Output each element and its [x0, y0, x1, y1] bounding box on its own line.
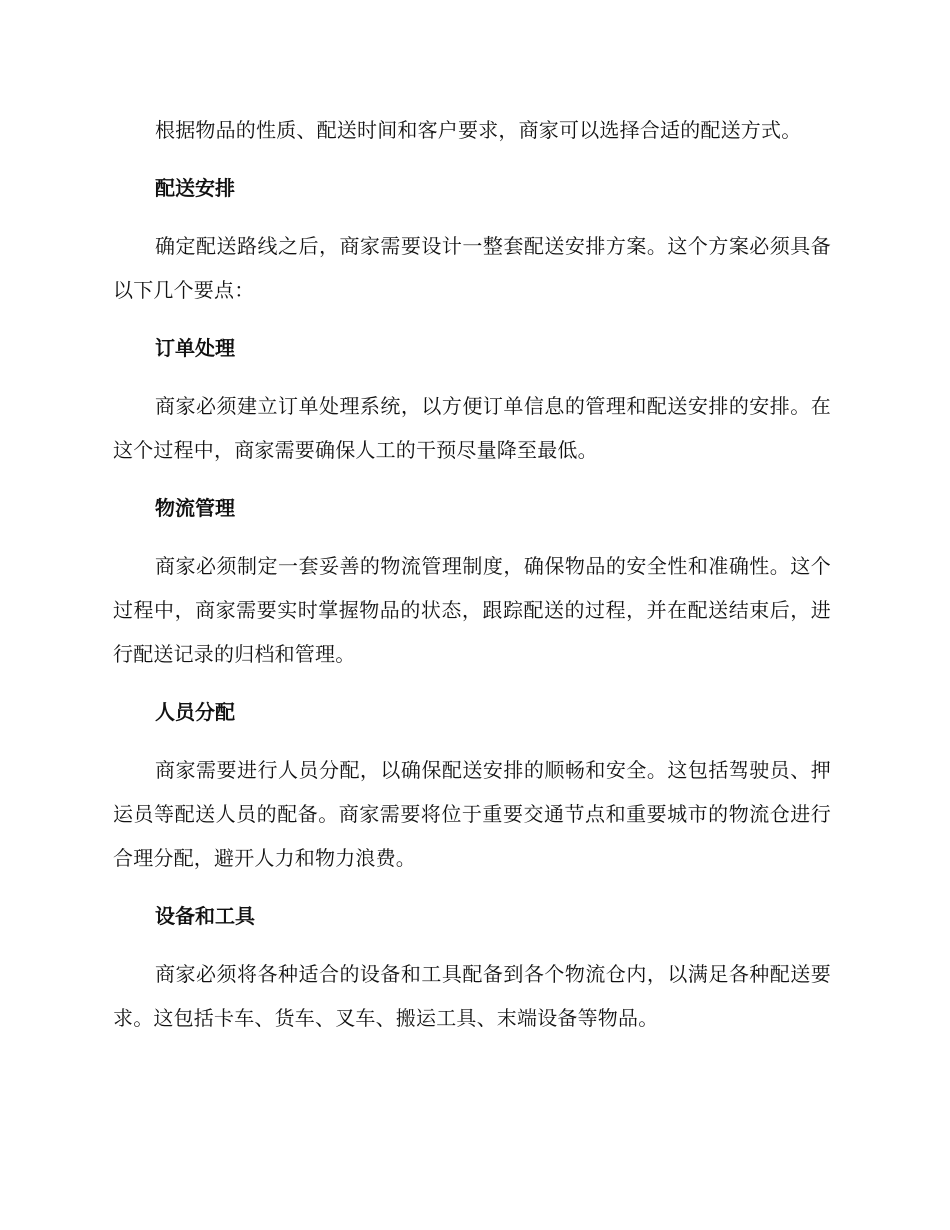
heading-staff-allocation: 人员分配 [155, 700, 235, 724]
heading-logistics-management: 物流管理 [155, 496, 235, 520]
document-body [113, 108, 831, 1040]
heading-order-processing: 订单处理 [155, 336, 235, 360]
intro-paragraph: 根据物品的性质、配送时间和客户要求，商家可以选择合适的配送方式。 [155, 118, 802, 142]
heading-delivery-arrangement: 配送安排 [155, 176, 235, 200]
paragraph-order-processing: 商家必须建立订单处理系统，以方便订单信息的管理和配送安排的安排。在这个过程中，商家需要确保人工的干预尽量降至最低。 [113, 394, 831, 462]
paragraph-staff-allocation: 商家需要进行人员分配，以确保配送安排的顺畅和安全。这包括驾驶员、押运员等配送人员的配备。商家需要将位于重要交通节点和重要城市的物流仓进行合理分配，避开人力和物力浪费。 [113, 758, 831, 870]
paragraph-equipment-tools: 商家必须将各种适合的设备和工具配备到各个物流仓内，以满足各种配送要求。这包括卡车、货车、叉车、搬运工具、末端设备等物品。 [113, 962, 831, 1030]
paragraph-delivery-arrangement: 确定配送路线之后，商家需要设计一整套配送安排方案。这个方案必须具备以下几个要点： [113, 234, 831, 302]
heading-equipment-tools: 设备和工具 [155, 904, 255, 928]
paragraph-logistics-management: 商家必须制定一套妥善的物流管理制度，确保物品的安全性和准确性。这个过程中，商家需要实时掌握物品的状态，跟踪配送的过程，并在配送结束后，进行配送记录的归档和管理。 [113, 554, 831, 666]
